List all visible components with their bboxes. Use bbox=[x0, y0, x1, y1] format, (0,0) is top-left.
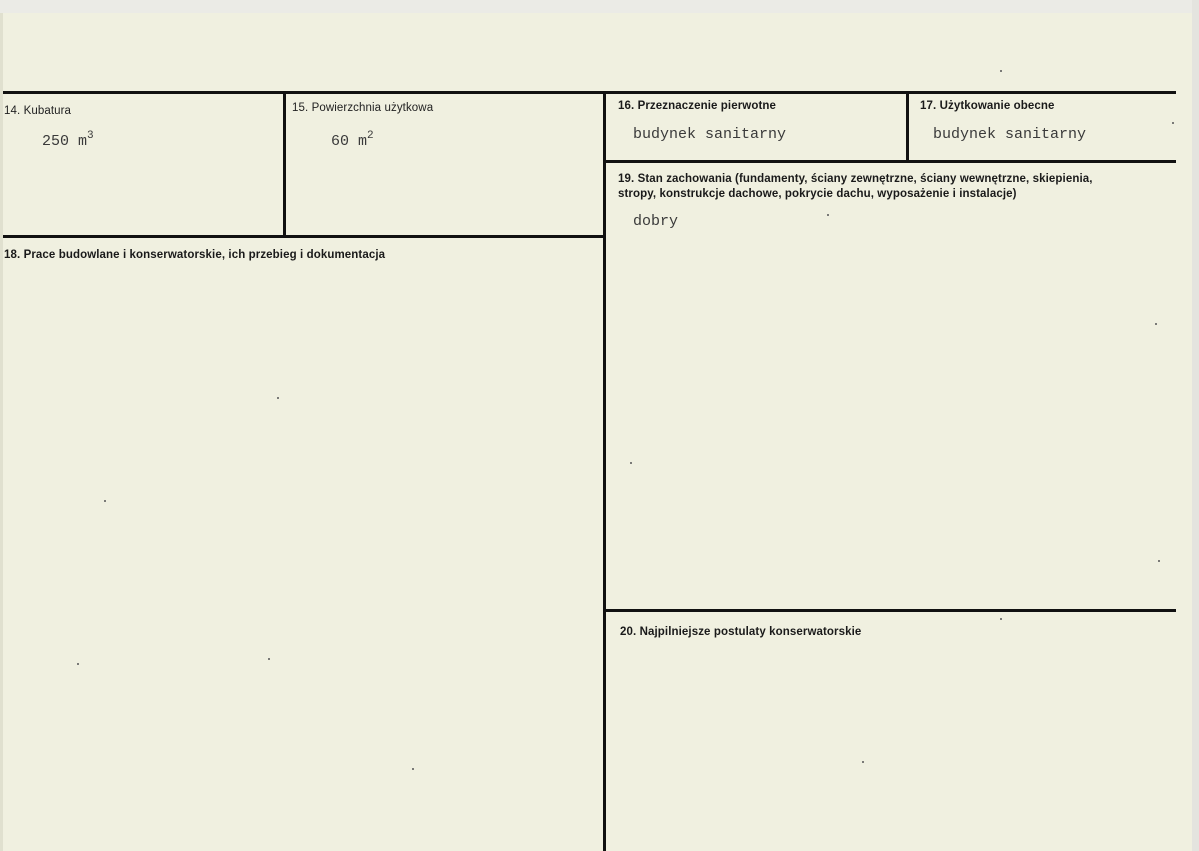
field-14-value-text: 250 m bbox=[42, 133, 88, 150]
main-vertical-divider bbox=[603, 92, 606, 851]
field-15-label: 15. Powierzchnia użytkowa bbox=[292, 102, 434, 114]
rule-below-14-15 bbox=[3, 235, 606, 238]
field-17-value: budynek sanitarny bbox=[933, 126, 1087, 143]
scan-speck bbox=[1155, 323, 1157, 325]
scan-speck bbox=[412, 768, 414, 770]
field-15-value bbox=[331, 130, 374, 150]
scan-speck bbox=[104, 500, 106, 502]
divider-16-17 bbox=[906, 92, 909, 162]
field-17-label: 17. Użytkowanie obecne bbox=[920, 100, 1055, 112]
scan-speck bbox=[630, 462, 632, 464]
field-16-value: budynek sanitarny bbox=[633, 126, 787, 143]
field-15-unit-superscript: 2 bbox=[367, 130, 374, 142]
field-14-unit-superscript: 3 bbox=[87, 130, 94, 142]
field-14-label: 14. Kubatura bbox=[4, 105, 72, 117]
rule-below-16-17 bbox=[605, 160, 1176, 163]
scan-speck bbox=[268, 658, 270, 660]
scan-speck bbox=[862, 761, 864, 763]
field-18-label: 18. Prace budowlane i konserwatorskie, ich przebieg i dokumentacja bbox=[4, 249, 386, 261]
scan-top-margin bbox=[0, 0, 1199, 13]
scan-speck bbox=[277, 397, 279, 399]
scan-left-edge bbox=[0, 13, 3, 851]
scan-speck bbox=[1158, 560, 1160, 562]
scan-speck bbox=[1172, 122, 1174, 124]
scan-speck bbox=[827, 214, 829, 216]
scan-speck bbox=[1000, 618, 1002, 620]
divider-14-15 bbox=[283, 92, 286, 237]
scan-speck bbox=[77, 663, 79, 665]
field-16-label: 16. Przeznaczenie pierwotne bbox=[618, 100, 777, 112]
rule-below-19 bbox=[605, 609, 1176, 612]
field-20-label: 20. Najpilniejsze postulaty konserwatorskie bbox=[620, 626, 862, 638]
top-horizontal-rule bbox=[3, 91, 1176, 94]
scan-speck bbox=[1000, 70, 1002, 72]
field-19-value: dobry bbox=[633, 213, 679, 230]
scan-right-margin bbox=[1192, 0, 1199, 851]
field-14-value bbox=[42, 130, 94, 150]
field-15-value-text: 60 m bbox=[331, 133, 368, 150]
field-19-label-line-1: 19. Stan zachowania (fundamenty, ściany zewnętrzne, ściany wewnętrzne, skiepienia, bbox=[618, 173, 1093, 185]
field-19-label-line-2: stropy, konstrukcje dachowe, pokrycie dachu, wyposażenie i instalacje) bbox=[618, 188, 1017, 200]
